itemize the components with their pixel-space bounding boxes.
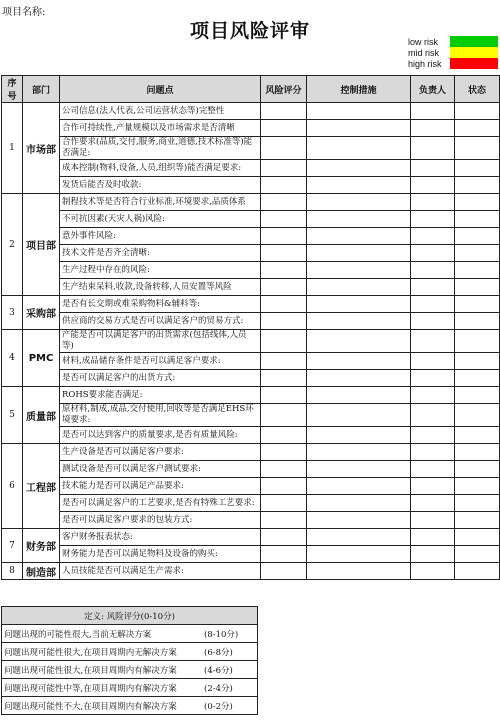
control-measure-cell[interactable] <box>307 279 411 296</box>
risk-score-cell[interactable] <box>261 370 307 387</box>
table-row <box>2 103 500 120</box>
status-cell[interactable] <box>455 279 500 296</box>
risk-score-cell[interactable] <box>261 444 307 461</box>
issue-cell: 不可抗因素(天灾人祸)风险: <box>60 211 261 228</box>
issue-cell: 人员技能是否可以满足生产需求: <box>60 563 261 580</box>
legend-mid-label: mid risk <box>408 47 439 58</box>
department-cell: 制造部 <box>23 563 60 580</box>
definition-text: 问题出现的可能性很大,当前无解决方案 <box>4 629 152 640</box>
control-measure-cell[interactable] <box>307 262 411 279</box>
status-cell[interactable] <box>455 137 500 160</box>
col-header-issue: 问题点 <box>60 76 261 103</box>
status-cell[interactable] <box>455 120 500 137</box>
control-measure-cell[interactable] <box>307 427 411 444</box>
row-number: 5 <box>2 387 23 444</box>
status-cell[interactable] <box>455 262 500 279</box>
status-cell[interactable] <box>455 330 500 353</box>
owner-cell[interactable] <box>411 330 455 353</box>
risk-score-cell[interactable] <box>261 120 307 137</box>
definition-row <box>2 661 258 679</box>
control-measure-cell[interactable] <box>307 529 411 546</box>
status-cell[interactable] <box>455 512 500 529</box>
status-cell[interactable] <box>455 563 500 580</box>
control-measure-cell[interactable] <box>307 370 411 387</box>
risk-score-cell[interactable] <box>261 427 307 444</box>
status-cell[interactable] <box>455 461 500 478</box>
definition-score: (8-10分) <box>204 629 239 640</box>
issue-cell: 发货后能否及时收款: <box>60 177 261 194</box>
control-measure-cell[interactable] <box>307 478 411 495</box>
owner-cell[interactable] <box>411 194 455 211</box>
owner-cell[interactable] <box>411 177 455 194</box>
status-cell[interactable] <box>455 228 500 245</box>
definition-score: (6-8分) <box>204 647 233 658</box>
issue-cell: 成本控制(物料,设备,人员,组织等)能否满足要求: <box>60 160 261 177</box>
risk-score-cell[interactable] <box>261 313 307 330</box>
control-measure-cell[interactable] <box>307 563 411 580</box>
table-row <box>2 228 500 245</box>
table-row <box>2 563 500 580</box>
owner-cell[interactable] <box>411 370 455 387</box>
control-measure-cell[interactable] <box>307 387 411 404</box>
table-body <box>2 103 500 580</box>
control-measure-cell[interactable] <box>307 313 411 330</box>
risk-score-cell[interactable] <box>261 387 307 404</box>
row-number: 8 <box>2 563 23 580</box>
legend-low-label: low risk <box>408 36 439 47</box>
owner-cell[interactable] <box>411 103 455 120</box>
department-cell: 工程部 <box>23 444 60 529</box>
issue-cell: 公司信息(法人代表,公司运营状态等)完整性 <box>60 103 261 120</box>
risk-score-cell[interactable] <box>261 262 307 279</box>
status-cell[interactable] <box>455 546 500 563</box>
score-definition-table <box>1 606 258 715</box>
department-cell: 质量部 <box>23 387 60 444</box>
status-cell[interactable] <box>455 387 500 404</box>
issue-cell: 意外事件风险: <box>60 228 261 245</box>
definition-text: 问题出现可能性不大,在项目周期内有解决方案 <box>4 701 177 712</box>
control-measure-cell[interactable] <box>307 404 411 427</box>
table-row <box>2 546 500 563</box>
table-row <box>2 194 500 211</box>
risk-score-cell[interactable] <box>261 228 307 245</box>
table-row <box>2 370 500 387</box>
issue-cell: 技术能力是否可以满足产品要求: <box>60 478 261 495</box>
table-row <box>2 387 500 404</box>
owner-cell[interactable] <box>411 495 455 512</box>
owner-cell[interactable] <box>411 563 455 580</box>
project-name-label: 项目名称: <box>2 7 46 18</box>
status-cell[interactable] <box>455 427 500 444</box>
status-cell[interactable] <box>455 296 500 313</box>
row-number: 6 <box>2 444 23 529</box>
status-cell[interactable] <box>455 177 500 194</box>
owner-cell[interactable] <box>411 296 455 313</box>
definition-score: (4-6分) <box>204 665 233 676</box>
definition-row <box>2 643 258 661</box>
issue-cell: 是否有长交期或难采购物料&辅料等: <box>60 296 261 313</box>
table-row <box>2 313 500 330</box>
department-cell: PMC <box>23 330 60 387</box>
risk-review-table <box>1 75 500 580</box>
risk-score-cell[interactable] <box>261 137 307 160</box>
owner-cell[interactable] <box>411 211 455 228</box>
table-row <box>2 279 500 296</box>
risk-score-cell[interactable] <box>261 330 307 353</box>
table-row <box>2 495 500 512</box>
status-cell[interactable] <box>455 160 500 177</box>
table-row <box>2 245 500 262</box>
control-measure-cell[interactable] <box>307 245 411 262</box>
definition-cell <box>2 679 258 697</box>
control-measure-cell[interactable] <box>307 495 411 512</box>
control-measure-cell[interactable] <box>307 546 411 563</box>
definition-cell <box>2 661 258 679</box>
legend-low-swatch <box>450 36 498 47</box>
col-header-score: 风险评分 <box>261 76 307 103</box>
control-measure-cell[interactable] <box>307 137 411 160</box>
owner-cell[interactable] <box>411 245 455 262</box>
owner-cell[interactable] <box>411 160 455 177</box>
col-header-owner: 负责人 <box>411 76 455 103</box>
col-header-num: 序号 <box>2 76 23 103</box>
definition-text: 问题出现可能性很大,在项目周期内有解决方案 <box>4 665 177 676</box>
table-row <box>2 330 500 353</box>
status-cell[interactable] <box>455 495 500 512</box>
department-cell: 采购部 <box>23 296 60 330</box>
control-measure-cell[interactable] <box>307 177 411 194</box>
table-row <box>2 353 500 370</box>
definition-cell <box>2 625 258 643</box>
issue-cell: 是否可以满足客户的出货方式: <box>60 370 261 387</box>
control-measure-cell[interactable] <box>307 512 411 529</box>
owner-cell[interactable] <box>411 262 455 279</box>
table-row <box>2 160 500 177</box>
risk-score-cell[interactable] <box>261 495 307 512</box>
owner-cell[interactable] <box>411 427 455 444</box>
owner-cell[interactable] <box>411 444 455 461</box>
issue-cell: 产能是否可以满足客户的出货需求(包括线体,人员等) <box>60 330 261 353</box>
issue-cell: 原材料,制成,成品,交付使用,回收等是否满足EHS环境要求: <box>60 404 261 427</box>
row-number: 3 <box>2 296 23 330</box>
department-cell: 项目部 <box>23 194 60 296</box>
control-measure-cell[interactable] <box>307 160 411 177</box>
risk-score-cell[interactable] <box>261 194 307 211</box>
status-cell[interactable] <box>455 103 500 120</box>
legend-mid <box>408 47 498 58</box>
issue-cell: 生产过程中存在的风险: <box>60 262 261 279</box>
page-title: 项目风险评审 <box>189 20 310 42</box>
row-number: 4 <box>2 330 23 387</box>
definition-row <box>2 697 258 715</box>
risk-score-cell[interactable] <box>261 478 307 495</box>
legend-low <box>408 36 498 47</box>
issue-cell: 材料,成品储存条件是否可以满足客户要求: <box>60 353 261 370</box>
col-header-status: 状态 <box>455 76 500 103</box>
issue-cell: 是否可以满足客户的工艺要求,是否有特殊工艺要求: <box>60 495 261 512</box>
table-header-row <box>2 76 500 103</box>
issue-cell: 合作要求(品质,交付,服务,商业,道德,技术标准等)能否满足: <box>60 137 261 160</box>
owner-cell[interactable] <box>411 228 455 245</box>
control-measure-cell[interactable] <box>307 211 411 228</box>
definition-text: 问题出现可能性中等,在项目周期内有解决方案 <box>4 683 177 694</box>
control-measure-cell[interactable] <box>307 103 411 120</box>
table-row <box>2 177 500 194</box>
status-cell[interactable] <box>455 478 500 495</box>
issue-cell: 客户财务报表状态: <box>60 529 261 546</box>
owner-cell[interactable] <box>411 120 455 137</box>
status-cell[interactable] <box>455 194 500 211</box>
issue-cell: 制程技术等是否符合行业标准,环境要求,品质体系 <box>60 194 261 211</box>
definition-text: 问题出现可能性很大,在项目周期内无解决方案 <box>4 647 177 658</box>
table-row <box>2 137 500 160</box>
owner-cell[interactable] <box>411 478 455 495</box>
risk-score-cell[interactable] <box>261 245 307 262</box>
table-row <box>2 444 500 461</box>
owner-cell[interactable] <box>411 512 455 529</box>
definition-cell <box>2 643 258 661</box>
legend-high-swatch <box>450 58 498 69</box>
owner-cell[interactable] <box>411 546 455 563</box>
risk-score-cell[interactable] <box>261 296 307 313</box>
risk-score-cell[interactable] <box>261 103 307 120</box>
issue-cell: 是否可以满足客户要求的包装方式: <box>60 512 261 529</box>
definition-header-row <box>2 607 258 625</box>
control-measure-cell[interactable] <box>307 120 411 137</box>
owner-cell[interactable] <box>411 279 455 296</box>
table-row <box>2 461 500 478</box>
risk-score-cell[interactable] <box>261 353 307 370</box>
table-row <box>2 427 500 444</box>
issue-cell: 供应商的交易方式是否可以满足客户的贸易方式: <box>60 313 261 330</box>
issue-cell: 合作可持续性,产量规模以及市场需求是否清晰 <box>60 120 261 137</box>
owner-cell[interactable] <box>411 404 455 427</box>
table-row <box>2 211 500 228</box>
status-cell[interactable] <box>455 404 500 427</box>
risk-score-cell[interactable] <box>261 160 307 177</box>
definition-header: 定义: 风险评分(0-10分) <box>2 607 258 625</box>
row-number: 2 <box>2 194 23 296</box>
issue-cell: ROHS要求能否满足: <box>60 387 261 404</box>
department-cell: 财务部 <box>23 529 60 563</box>
owner-cell[interactable] <box>411 353 455 370</box>
legend-high-label: high risk <box>408 58 442 69</box>
risk-score-cell[interactable] <box>261 529 307 546</box>
table-row <box>2 512 500 529</box>
table-row <box>2 120 500 137</box>
control-measure-cell[interactable] <box>307 330 411 353</box>
table-row <box>2 478 500 495</box>
status-cell[interactable] <box>455 313 500 330</box>
issue-cell: 生产结束呆料,收款,设备转移,人员安置等风险 <box>60 279 261 296</box>
status-cell[interactable] <box>455 245 500 262</box>
control-measure-cell[interactable] <box>307 353 411 370</box>
definition-row <box>2 679 258 697</box>
status-cell[interactable] <box>455 529 500 546</box>
risk-score-cell[interactable] <box>261 461 307 478</box>
owner-cell[interactable] <box>411 387 455 404</box>
issue-cell: 技术文件是否齐全清晰: <box>60 245 261 262</box>
control-measure-cell[interactable] <box>307 444 411 461</box>
table-row <box>2 404 500 427</box>
owner-cell[interactable] <box>411 137 455 160</box>
col-header-dept: 部门 <box>23 76 60 103</box>
control-measure-cell[interactable] <box>307 228 411 245</box>
table-row <box>2 529 500 546</box>
legend-high <box>408 58 498 69</box>
risk-score-cell[interactable] <box>261 563 307 580</box>
risk-score-cell[interactable] <box>261 177 307 194</box>
risk-score-cell[interactable] <box>261 211 307 228</box>
definition-score: (0-2分) <box>204 701 233 712</box>
status-cell[interactable] <box>455 444 500 461</box>
table-row <box>2 296 500 313</box>
col-header-control: 控制措施 <box>307 76 411 103</box>
department-cell: 市场部 <box>23 103 60 194</box>
definition-cell <box>2 697 258 715</box>
issue-cell: 生产设备是否可以满足客户要求: <box>60 444 261 461</box>
row-number: 1 <box>2 103 23 194</box>
row-number: 7 <box>2 529 23 563</box>
owner-cell[interactable] <box>411 529 455 546</box>
risk-score-cell[interactable] <box>261 279 307 296</box>
owner-cell[interactable] <box>411 461 455 478</box>
risk-legend <box>408 36 498 69</box>
status-cell[interactable] <box>455 353 500 370</box>
control-measure-cell[interactable] <box>307 461 411 478</box>
legend-mid-swatch <box>450 47 498 58</box>
status-cell[interactable] <box>455 370 500 387</box>
definition-row <box>2 625 258 643</box>
table-row <box>2 262 500 279</box>
control-measure-cell[interactable] <box>307 194 411 211</box>
issue-cell: 财务能力是否可以满足物料及设备的购买: <box>60 546 261 563</box>
risk-score-cell[interactable] <box>261 546 307 563</box>
status-cell[interactable] <box>455 211 500 228</box>
control-measure-cell[interactable] <box>307 296 411 313</box>
definition-score: (2-4分) <box>204 683 233 694</box>
risk-score-cell[interactable] <box>261 404 307 427</box>
risk-score-cell[interactable] <box>261 512 307 529</box>
issue-cell: 测试设备是否可以满足客户测试要求: <box>60 461 261 478</box>
owner-cell[interactable] <box>411 313 455 330</box>
issue-cell: 是否可以达到客户的质量要求,是否有质量风险: <box>60 427 261 444</box>
